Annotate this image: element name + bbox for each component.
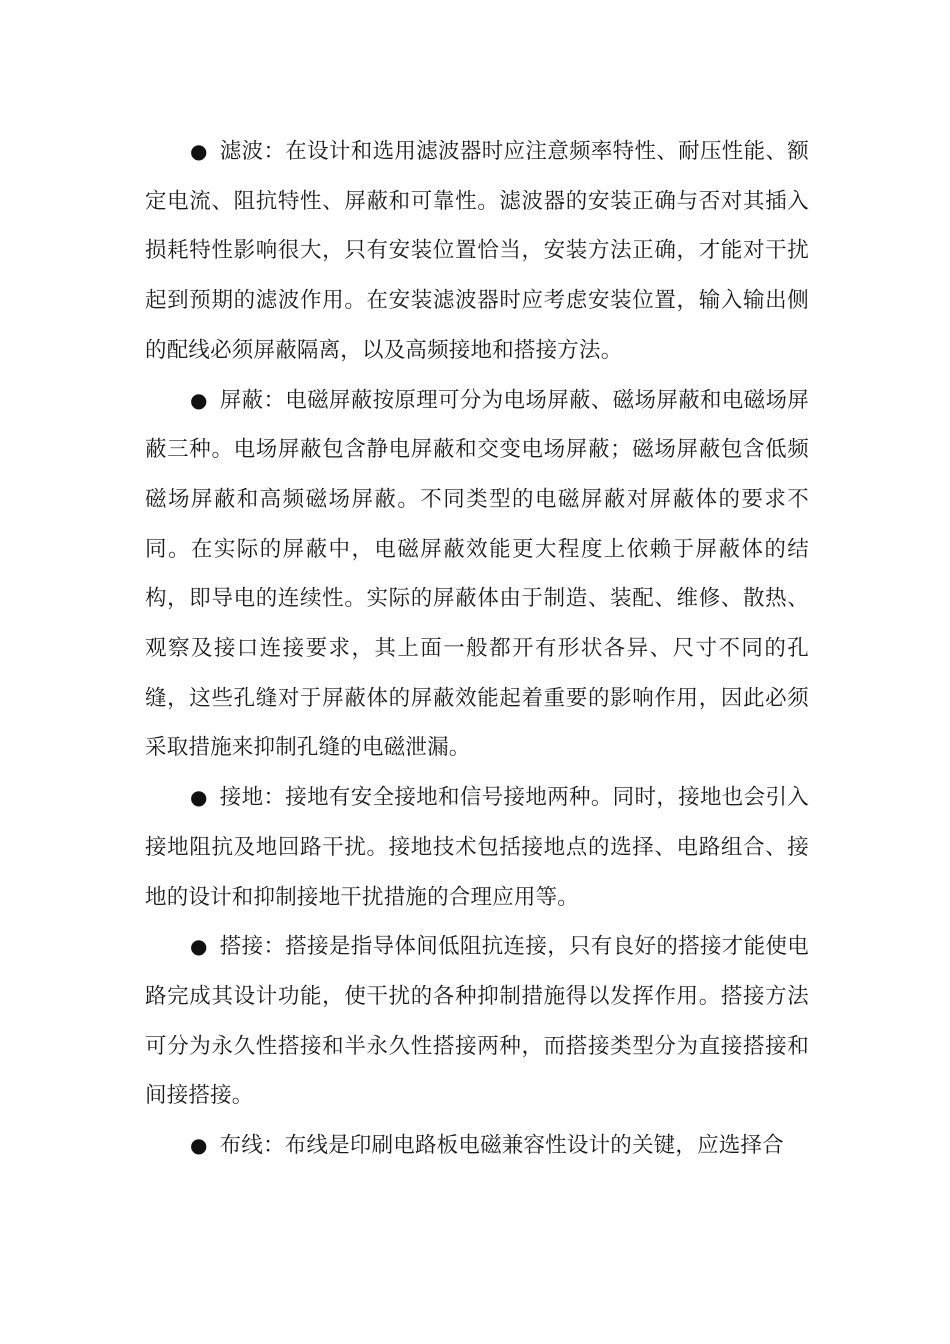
paragraph-text: 在设计和选用滤波器时应注意频率特性、耐压性能、额定电流、阻抗特性、屏蔽和可靠性。滤波器的安装正确与否对其插入损耗特性影响很大，只有安装位置恰当，安装方法正确，才能对干扰起到预期的滤波作用。在安装滤波器时应考虑安装位置，输入输出侧的配线必须屏蔽隔离，以及高频接地和搭接方法。 [145,139,809,363]
bullet-dot-icon: ● [190,387,208,412]
term-separator: ： [263,785,286,811]
paragraph-text: 电磁屏蔽按原理可分为电场屏蔽、磁场屏蔽和电磁场屏蔽三种。电场屏蔽包含静电屏蔽和交变电场屏蔽；磁场屏蔽包含低频磁场屏蔽和高频磁场屏蔽。不同类型的电磁屏蔽对屏蔽体的要求不同。在实际的屏蔽中，电磁屏蔽效能更大程度上依赖于屏蔽体的结构，即导电的连续性。实际的屏蔽体由于制造、装配、维修、散热、观察及接口连接要求，其上面一般都开有形状各异、尺寸不同的孔缝，这些孔缝对于屏蔽体的屏蔽效能起着重要的影响作用，因此必须采取措施来抑制孔缝的电磁泄漏。 [145,387,809,761]
bullet-dot-icon: ● [190,1133,208,1158]
paragraph-shielding [145,376,809,774]
paragraph-filtering [145,127,809,376]
paragraph-bonding [145,922,809,1121]
paragraph-wiring [145,1121,809,1171]
paragraph-text: 搭接是指导体间低阻抗连接，只有良好的搭接才能使电路完成其设计功能，使干扰的各种抑制措施得以发挥作用。搭接方法可分为永久性搭接和半永久性搭接两种，而搭接类型分为直接搭接和间接搭接。 [145,934,809,1109]
term-grounding: 接地 [219,785,264,811]
bullet-dot-icon: ● [190,139,208,163]
term-separator: ： [263,934,286,960]
term-shielding: 屏蔽 [219,387,264,413]
bullet-dot-icon: ● [190,785,208,810]
paragraph-grounding [145,773,809,922]
term-bonding: 搭接 [219,934,264,960]
term-separator: ： [263,387,286,413]
term-wiring: 布线 [219,1133,264,1159]
paragraph-text: 接地有安全接地和信号接地两种。同时，接地也会引入接地阻抗及地回路干扰。接地技术包括接地点的选择、电路组合、接地的设计和抑制接地干扰措施的合理应用等。 [145,785,809,910]
document-body [145,127,809,1171]
term-separator: ： [263,1133,285,1159]
term-filtering: 滤波 [219,139,264,164]
bullet-dot-icon: ● [190,934,208,959]
paragraph-text: 布线是印刷电路板电磁兼容性设计的关键，应选择合 [284,1133,784,1159]
term-separator: ： [263,139,286,164]
